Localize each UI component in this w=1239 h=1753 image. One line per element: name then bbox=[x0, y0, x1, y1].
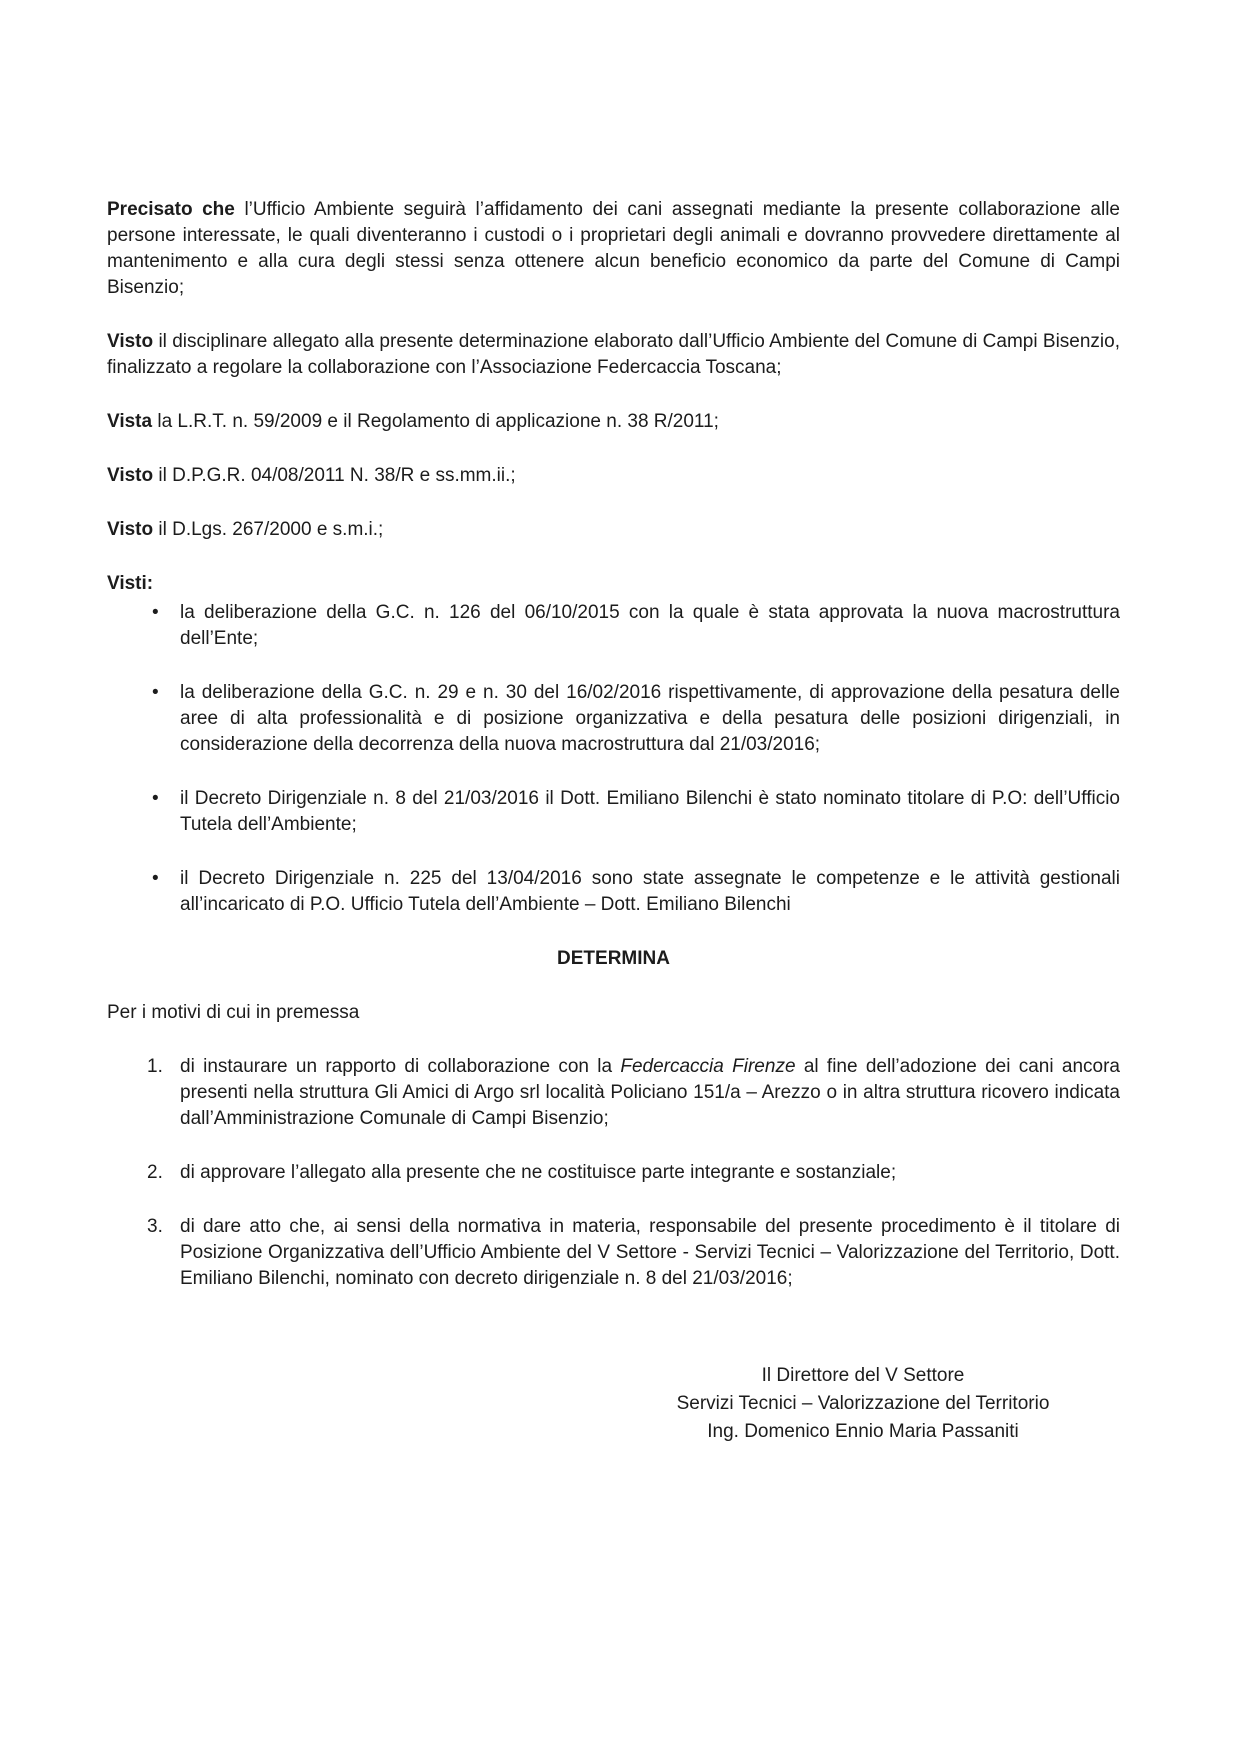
recital-visto-disciplinare bbox=[107, 329, 1120, 381]
premessa-line: Per i motivi di cui in premessa bbox=[107, 1002, 360, 1023]
determina-heading: DETERMINA bbox=[557, 948, 670, 969]
decision-text-1-italic: Federcaccia Firenze bbox=[620, 1056, 796, 1077]
recital-lead-visto-dpgr: Visto bbox=[107, 465, 154, 486]
recital-lead-visto-dlgs: Visto bbox=[107, 519, 154, 540]
recital-text-visto-dlgs: il D.Lgs. 267/2000 e s.m.i.; bbox=[158, 519, 384, 540]
decision-number-1: 1. bbox=[147, 1056, 163, 1077]
visti-list bbox=[107, 600, 1120, 918]
recital-vista-lrt bbox=[107, 409, 1120, 435]
decision-item-1 bbox=[107, 1054, 1120, 1132]
recital-precisato bbox=[107, 197, 1120, 301]
decision-item-3 bbox=[107, 1214, 1120, 1292]
decision-list bbox=[107, 1054, 1120, 1292]
decision-text-2: di approvare l’allegato alla presente che ne costituisce parte integrante e sostanziale; bbox=[180, 1162, 897, 1183]
recital-lead-visto-disciplinare: Visto bbox=[107, 331, 154, 352]
recital-lead-vista-lrt: Vista bbox=[107, 411, 153, 432]
recital-lead-precisato: Precisato che bbox=[107, 199, 235, 220]
recital-visto-dlgs bbox=[107, 517, 1120, 543]
recital-text-visto-dpgr: il D.P.G.R. 04/08/2011 N. 38/R e ss.mm.ii.; bbox=[158, 465, 516, 486]
decision-text-1-after: al fine dell’adozione dei cani ancora presenti nella struttura Gli Amici di Argo srl località Policiano 151/a – Arezzo o in altra struttura ricovero indicata dall’Amministrazione Comunale di Campi Bisenzio; bbox=[180, 1056, 1120, 1129]
signature-office: Servizi Tecnici – Valorizzazione del Territorio bbox=[676, 1393, 1050, 1414]
signature-role: Il Direttore del V Settore bbox=[761, 1365, 965, 1386]
visti-item-text: il Decreto Dirigenziale n. 225 del 13/04/2016 sono state assegnate le competenze e le attività gestionali all’incaricato di P.O. Ufficio Tutela dell’Ambiente – Dott. Emiliano Bilenchi bbox=[180, 868, 1120, 915]
decision-text-3: di dare atto che, ai sensi della normativa in materia, responsabile del presente procedimento è il titolare di Posizione Organizzativa dell’Ufficio Ambiente del V Settore - Servizi Tecnici – Valorizzazione del Territorio, Dott. Emiliano Bilenchi, nominato con decreto dirigenziale n. 8 del 21/03/2016; bbox=[180, 1216, 1120, 1289]
recital-text-visto-disciplinare: il disciplinare allegato alla presente determinazione elaborato dall’Ufficio Ambiente del Comune di Campi Bisenzio, finalizzato a regolare la collaborazione con l’Associazione Federcaccia Toscana; bbox=[107, 331, 1120, 378]
visti-item-decreto-225 bbox=[107, 866, 1120, 918]
signature-block bbox=[635, 1362, 1091, 1446]
visti-label: Visti: bbox=[107, 573, 154, 594]
recital-text-precisato: l’Ufficio Ambiente seguirà l’affidamento dei cani assegnati mediante la presente collaborazione alle persone interessate, le quali diventeranno i custodi o i proprietari degli animali e dovranno provvedere direttamente al mantenimento e alla cura degli stessi senza ottenere alcun beneficio economico da parte del Comune di Campi Bisenzio; bbox=[107, 199, 1120, 298]
signature-name: Ing. Domenico Ennio Maria Passaniti bbox=[707, 1421, 1019, 1442]
decision-item-2 bbox=[107, 1160, 1120, 1186]
decision-number-2: 2. bbox=[147, 1162, 163, 1183]
visti-item-deliberazione-126 bbox=[107, 600, 1120, 652]
visti-item-text: la deliberazione della G.C. n. 126 del 06/10/2015 con la quale è stata approvata la nuova macrostruttura dell’Ente; bbox=[180, 602, 1120, 649]
visti-item-decreto-8 bbox=[107, 786, 1120, 838]
visti-item-deliberazione-29-30 bbox=[107, 680, 1120, 758]
decision-text-1-before: di instaurare un rapporto di collaborazione con la bbox=[180, 1056, 621, 1077]
decision-number-3: 3. bbox=[147, 1216, 163, 1237]
recital-text-vista-lrt: la L.R.T. n. 59/2009 e il Regolamento di applicazione n. 38 R/2011; bbox=[157, 411, 719, 432]
recital-visto-dpgr bbox=[107, 463, 1120, 489]
visti-item-text: il Decreto Dirigenziale n. 8 del 21/03/2016 il Dott. Emiliano Bilenchi è stato nominato titolare di P.O: dell’Ufficio Tutela dell’Ambiente; bbox=[180, 788, 1120, 835]
visti-item-text: la deliberazione della G.C. n. 29 e n. 30 del 16/02/2016 rispettivamente, di approvazione della pesatura delle aree di alta professionalità e di posizione organizzativa e della pesatura delle posizioni dirigenziali, in considerazione della decorrenza della nuova macrostruttura dal 21/03/2016; bbox=[180, 682, 1120, 755]
